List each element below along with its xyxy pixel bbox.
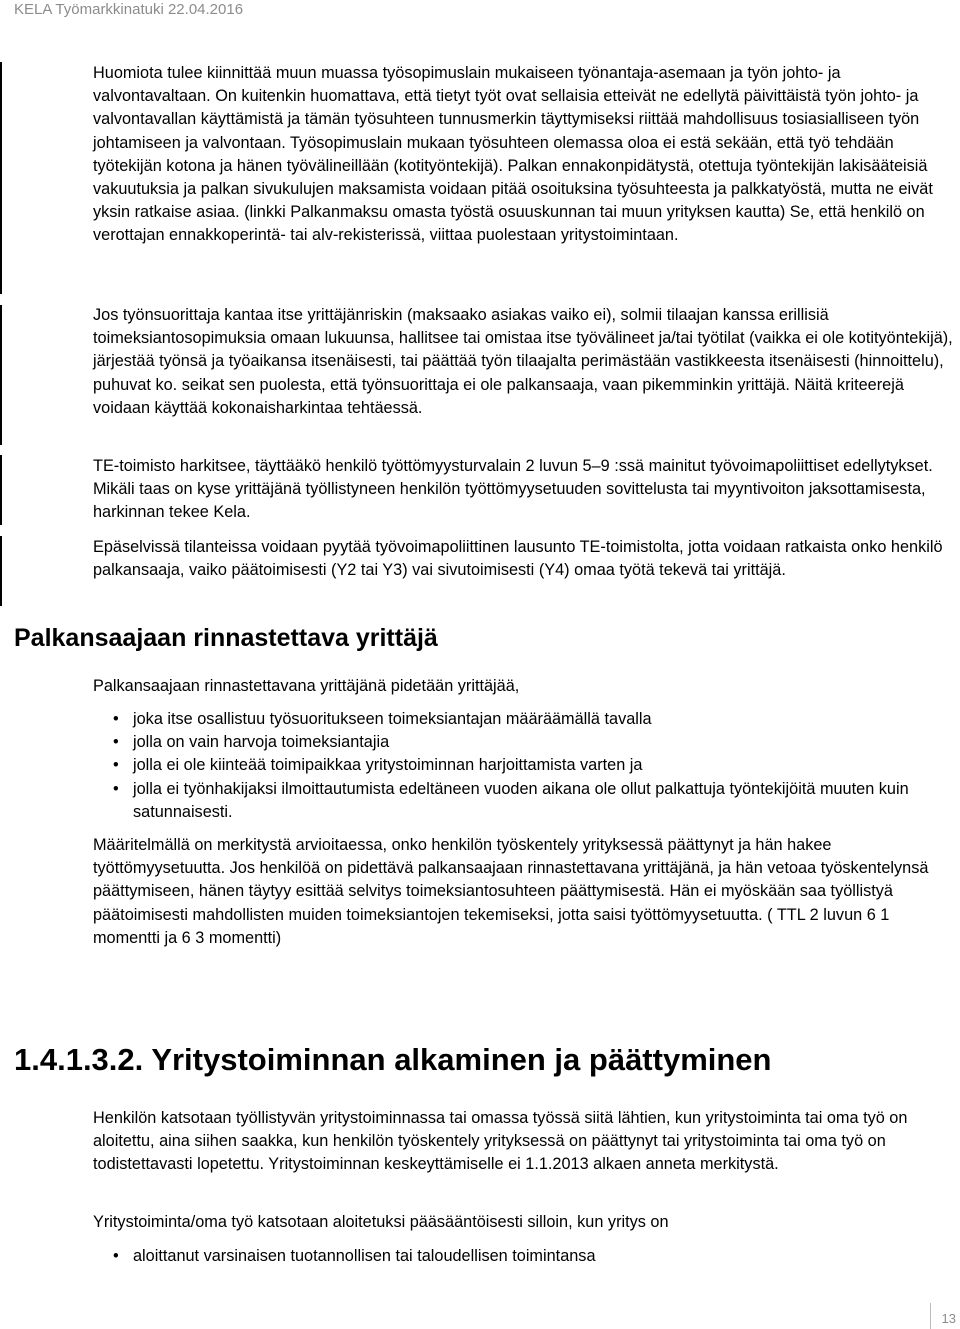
paragraph-definition-significance: Määritelmällä on merkitystä arvioitaessa, onko henkilön työskentely yrityksessä päättynyt ja hän hakee työttömyysetuutta. Jos henkilöä on pidettävä palkansaajaan rinnastettavana yrittäjänä, ja hän vetoaa työskentelynsä päättymiseen, hänen täytyy esittää selvitys toimeksiantosuhteen päättymisestä. Hän ei myöskään saa työllistyä päätoimisesti mahdollisten muiden toimeksiantojen tekemiseksi, jotta saisi työttömyysetuutta. ( TTL 2 luvun 6 1 momentti ja 6 3 momentti) [93,836,929,947]
list-item-text: aloittanut varsinaisen tuotannollisen tai taloudellisen toimintansa [133,1247,596,1265]
change-bar [0,455,2,525]
list-item-text: jolla on vain harvoja toimeksiantajia [133,733,390,752]
paragraph-work-direction: Huomiota tulee kiinnittää muun muassa työsopimuslain mukaiseen työnantaja-asemaan ja työn johto- ja valvontavaltaan. On kuitenkin huomattava, että tietyt työt ovat sellaisia etteivät ne edellytä päivittäistä työn johto- ja valvontavallan käyttämistä ja tämän työsuhteen tunnusmerkin täyttymiseksi riittää mahdollisuus tosiasialliseen työn johtamiseen ja valvontaan. Työsopimuslain mukaan työsuhteen olemassa oloa ei estä sekään, että työ tehdään työtekijän kotona ja hänen työvälineillään (kotityöntekijä). Palkan ennakonpidätystä, otettuja työntekijän lakisääteisiä vakuutuksia ja palkan sivukulujen maksamista voidaan pitää osoituksina työsuhteesta ja palkkatyöstä, mutta ne eivät yksin ratkaise asiaa. (linkki Palkanmaksu omasta työstä osuuskunnan tai muun yrityksen kautta) Se, että henkilö on verottajan ennakkoperintä- tai alv-rekisterissä, viittaa puolestaan yritystoimintaan. [93,64,933,245]
list-item [93,731,953,754]
list-item-text: jolla ei työnhakijaksi ilmoittautumista edeltäneen vuoden aikana ole ollut palkattuja työntekijöitä muuten kuin satunnaisesti. [133,779,909,821]
bullet-icon: • [113,1247,119,1265]
change-bar [0,536,2,606]
list-item-text: joka itse osallistuu työsuoritukseen toimeksiantajan määräämällä tavalla [133,710,652,728]
start-criteria-list [93,1245,953,1268]
change-bar [0,62,2,294]
bullet-icon: • [113,710,119,728]
change-bar [0,305,2,445]
paragraph-definition-intro: Palkansaajaan rinnastettavana yrittäjänä pidetään yrittäjää, [93,677,520,695]
bullet-icon: • [113,733,119,752]
paragraph-unclear-cases: Epäselvissä tilanteissa voidaan pyytää työvoimapoliittinen lausunto TE-toimistolta, jotta voidaan ratkaista onko henkilö palkansaaja, vaiko päätoimisesti (Y2 tai Y3) vai sivutoimisesti (Y4) omaa työtä tekevä tai yrittäjä. [93,538,943,580]
document-header: KELA Työmarkkinatuki 22.04.2016 [14,1,244,18]
criteria-list [93,708,953,824]
bullet-icon: • [113,756,119,775]
list-item [93,1245,953,1268]
list-item [93,754,953,777]
page-number: 13 [941,1311,956,1326]
bullet-icon: • [113,779,119,798]
section-heading-rinnastettava: Palkansaajaan rinnastettava yrittäjä [14,624,438,652]
paragraph-te-office: TE-toimisto harkitsee, täyttääkö henkilö työttömyysturvalain 2 luvun 5–9 :ssä mainitut työvoimapoliittiset edellytykset. Mikäli taas on kyse yrittäjänä työllistyneen henkilön työttömyysetuuden sovittelusta tai myyntivoiton jaksottamisesta, harkinnan tekee Kela. [93,457,933,522]
list-item [93,778,953,824]
paragraph-entrepreneur-risk: Jos työnsuorittaja kantaa itse yrittäjänriskin (maksaako asiakas vaiko ei), solmii tilaajan kanssa erillisiä toimeksiantosopimuksia omaan lukuunsa, hallitsee tai omistaa itse työvälineet ja/tai työtilat (vaikka ei ole kotityöntekijä), järjestää työnsä ja työaikansa itsenäisesti, tai päättää työn tilaajalta perimästään vastikkeesta itsenäisesti (hinnoittelu), puhuvat ko. seikat sen puolesta, että työnsuorittaja ei ole palkansaaja, vaan pikemminkin yrittäjä. Näitä kriteerejä voidaan käyttää kokonaisharkintaa tehtäessä. [93,306,953,417]
list-item-text: jolla ei ole kiinteää toimipaikkaa yritystoiminnan harjoittamista varten ja [133,756,643,775]
page-number-divider [930,1303,931,1329]
section-heading-alkaminen: 1.4.1.3.2. Yritystoiminnan alkaminen ja päättyminen [14,1042,772,1077]
paragraph-start-definition: Yritystoiminta/oma työ katsotaan aloitetuksi pääsääntöisesti silloin, kun yritys on [93,1213,669,1231]
list-item [93,708,953,731]
paragraph-employment-period: Henkilön katsotaan työllistyvän yritystoiminnassa tai omassa työssä siitä lähtien, kun yritystoiminta tai oma työ on aloitettu, aina siihen saakka, kun henkilön työskentely yrityksessä on päättynyt tai yritystoiminta tai oma työ on todistettavasti lopetettu. Yritystoiminnan keskeyttämiselle ei 1.1.2013 alkaen anneta merkitystä. [93,1109,908,1174]
